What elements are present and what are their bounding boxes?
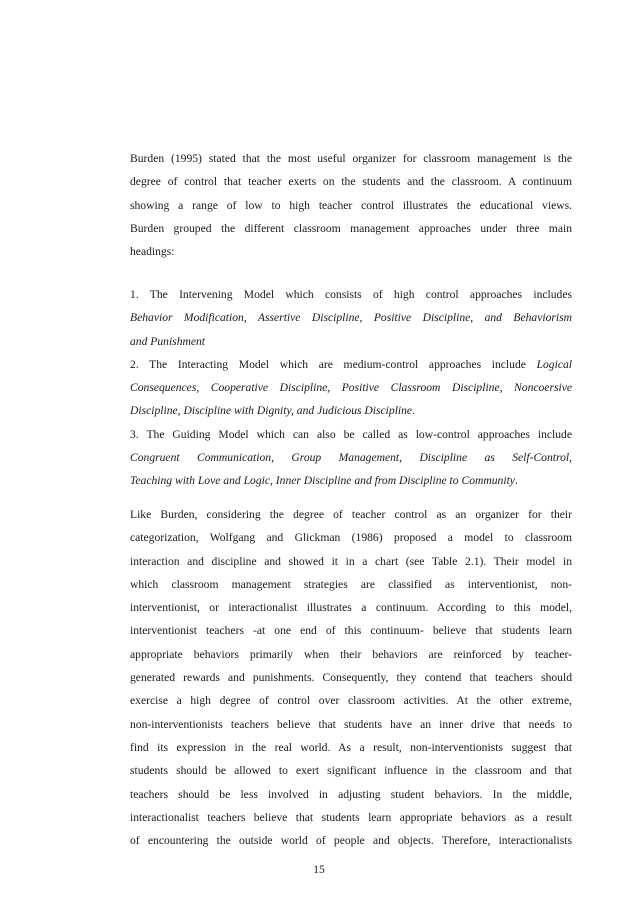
list-item-interacting (130, 353, 572, 376)
paragraph-line: which classroom management strategies are classified as interventionist, non- (130, 577, 572, 591)
list-item-line (130, 330, 572, 353)
paragraph-line: categorization, Wolfgang and Glickman (1986) proposed a model to classroom (130, 531, 572, 545)
italic-text: Logical (536, 357, 572, 371)
paragraph-line: Like Burden, considering the degree of teacher control as an organizer for their (130, 508, 572, 521)
paragraph-line: teachers should be less involved in adjusting student behaviors. In the middle, (130, 787, 572, 801)
paragraph-line: exercise a high degree of control over classroom activities. At the other extreme, (130, 694, 572, 708)
plain-text: 2. The Interacting Model which are medium-control approaches include (130, 357, 537, 371)
paragraph-line: interactionalist teachers believe that students learn appropriate behaviors as a result (130, 810, 572, 824)
paragraph-line: generated rewards and punishments. Consequently, they contend that teachers should (130, 671, 572, 685)
paragraph-line: headings: (130, 245, 175, 259)
list-item-intervening: 1. The Intervening Model which consists of high control approaches includes (130, 288, 572, 301)
paragraph-line: degree of control that teacher exerts on the students and the classroom. A continuum (130, 175, 572, 189)
list-item-line (130, 469, 572, 492)
paragraph-line: interaction and discipline and showed it in a chart (see Table 2.1). Their model in (130, 554, 572, 568)
italic-text: Behavior Modification, Assertive Discipline, Positive Discipline, and Behaviorism (130, 311, 572, 325)
italic-text: Congruent Communication, Group Management, Discipline as Self-Control, (130, 451, 572, 465)
plain-text: . (412, 404, 415, 418)
intro-paragraph (130, 147, 572, 263)
paragraph-line: find its expression in the real world. As a result, non-interventionists suggest that (130, 740, 572, 754)
page-number: 15 (313, 863, 325, 876)
list-item-line (130, 376, 572, 399)
model-list (130, 283, 572, 493)
italic-text: Discipline, Discipline with Dignity, and Judicious Discipline (130, 404, 413, 418)
paragraph-line: Burden (1995) stated that the most useful organizer for classroom management is the (130, 152, 572, 165)
paragraph-line: non-interventionists teachers believe that students have an inner drive that needs to (130, 717, 572, 731)
paragraph-line: showing a range of low to high teacher control illustrates the educational views. (130, 198, 572, 212)
list-item-guiding: 3. The Guiding Model which can also be called as low-control approaches include (130, 427, 572, 441)
paragraph-line: interventionist teachers -at one end of this continuum- believe that students learn (130, 624, 572, 638)
italic-text: and Punishment (130, 334, 206, 348)
list-item-line (130, 306, 572, 329)
italic-text: Teaching with Love and Logic, Inner Discipline and from Discipline to Community (130, 474, 515, 488)
paragraph-line: students should be allowed to exert significant influence in the classroom and that (130, 764, 572, 778)
plain-text: . (514, 474, 518, 488)
paragraph-line: appropriate behaviors primarily when their behaviors are reinforced by teacher- (130, 647, 572, 661)
list-item-line (130, 446, 572, 469)
paragraph-line: Burden grouped the different classroom management approaches under three main (130, 221, 572, 235)
italic-text: Consequences, Cooperative Discipline, Positive Classroom Discipline, Noncoersive (130, 381, 572, 395)
wolfgang-glickman-paragraph (130, 503, 572, 852)
list-item-line (130, 399, 572, 422)
paragraph-line: of encountering the outside world of people and objects. Therefore, interactionalists (130, 834, 572, 848)
paragraph-line: interventionist, or interactionalist illustrates a continuum. According to this model, (130, 601, 572, 615)
